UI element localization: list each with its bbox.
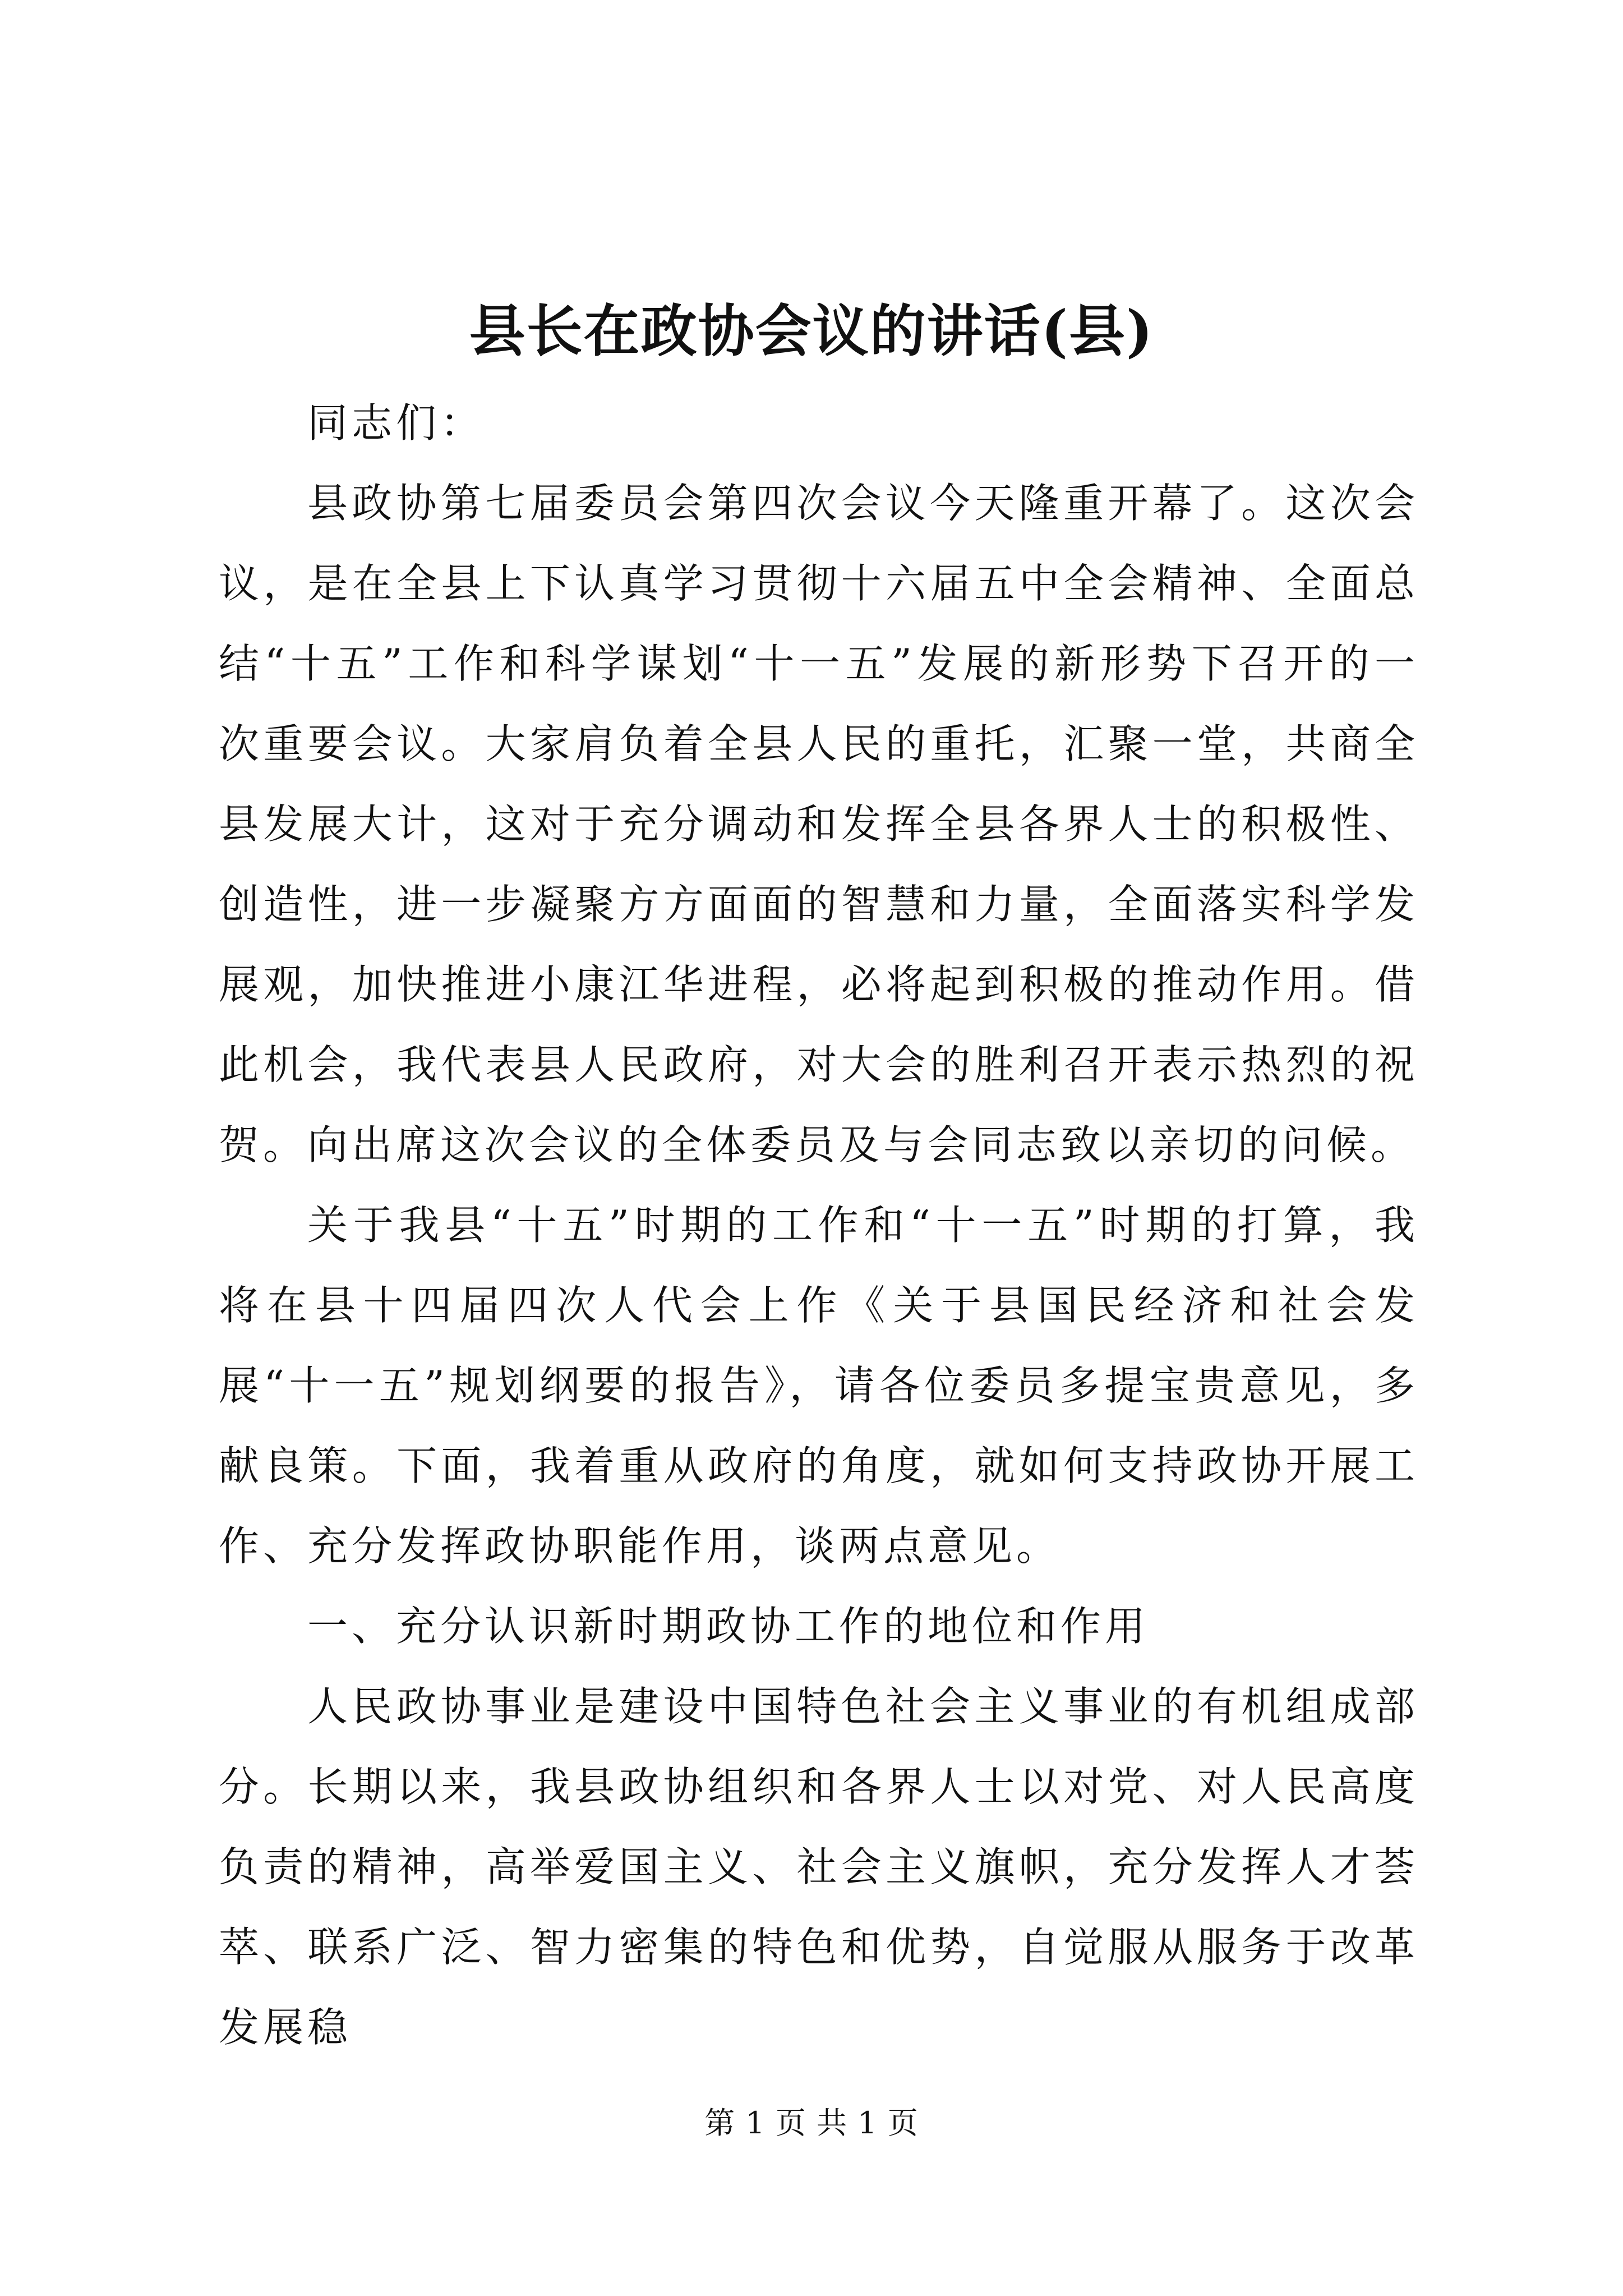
document-title: 县长在政协会议的讲话(县) [469,298,1154,364]
section-heading: 一、充分认识新时期政协工作的地位和作用 [307,1603,1150,1650]
document-body [219,383,1419,2068]
body-paragraph: 人民政协事业是建设中国特色社会主义事业的有机组成部分。长期以来，我县政协组织和各界人士以对党、对人民高度负责的精神，高举爱国主义、社会主义旗帜，充分发挥人才荟萃、联系广泛、智力密集的特色和优势，自觉服从服务于改革发展稳 [219,1683,1419,2051]
body-paragraph: 关于我县“十五”时期的工作和“十一五”时期的打算，我将在县十四届四次人代会上作《关于县国民经济和社会发展“十一五”规划纲要的报告》，请各位委员多提宝贵意见，多献良策。下面，我着重从政府的角度，就如何支持政协开展工作、充分发挥政协职能作用，谈两点意见。 [219,1202,1419,1570]
page-number: 第 1 页 共 1 页 [704,2105,919,2141]
body-paragraph: 县政协第七届委员会第四次会议今天隆重开幕了。这次会议，是在全县上下认真学习贯彻十六届五中全会精神、全面总结“十五”工作和科学谋划“十一五”发展的新形势下召开的一次重要会议。大家肩负着全县人民的重托，汇聚一堂，共商全县发展大计，这对于充分调动和发挥全县各界人士的积极性、创造性，进一步凝聚方方面面的智慧和力量，全面落实科学发展观，加快推进小康江华进程，必将起到积极的推动作用。借此机会，我代表县人民政府，对大会的胜利召开表示热烈的祝贺。向出席这次会议的全体委员及与会同志致以亲切的问候。 [219,480,1419,1168]
salutation-paragraph: 同志们： [307,399,485,447]
page-footer [0,2101,1623,2146]
